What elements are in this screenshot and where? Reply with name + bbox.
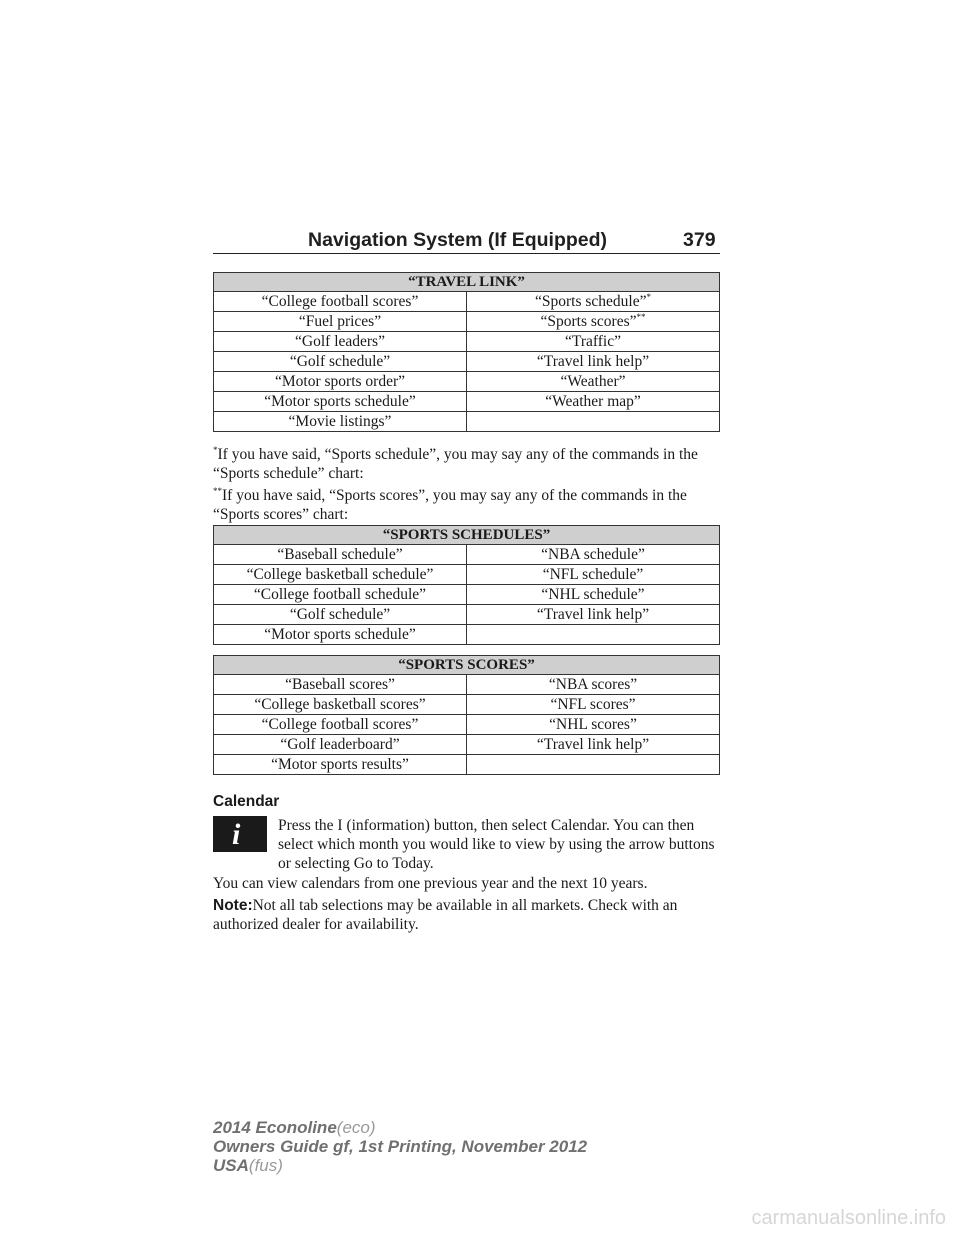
command-cell-left	[214, 412, 467, 432]
command-cell-left	[214, 292, 467, 312]
command-cell-left	[214, 332, 467, 352]
command-cell-right	[467, 292, 720, 312]
command-text: “Sports schedule”	[535, 293, 647, 310]
command-text: “Movie listings”	[288, 413, 392, 430]
command-text: “Baseball scores”	[285, 676, 395, 693]
command-cell-right	[467, 695, 720, 715]
command-cell-right	[467, 735, 720, 755]
info-icon-glyph: i	[232, 818, 241, 851]
command-text: “NFL schedule”	[542, 566, 644, 583]
table-title: “SPORTS SCORES”	[214, 656, 720, 675]
command-cell-left	[214, 352, 467, 372]
header-rule	[213, 253, 720, 254]
command-text: “College football schedule”	[253, 586, 427, 603]
command-cell-left	[214, 605, 467, 625]
table-row	[214, 332, 720, 352]
command-text: “NBA scores”	[548, 676, 638, 693]
footer-market: USA	[213, 1156, 249, 1175]
calendar-note	[213, 896, 723, 934]
command-cell-right	[467, 412, 720, 432]
calendar-heading: Calendar	[213, 793, 280, 810]
command-text: “Motor sports schedule”	[264, 626, 416, 643]
command-cell-right	[467, 312, 720, 332]
sports-schedules-table	[213, 525, 720, 645]
command-cell-left	[214, 392, 467, 412]
command-cell-right	[467, 565, 720, 585]
footnote-sports-schedule	[213, 445, 723, 483]
command-text: “Golf leaders”	[295, 333, 385, 350]
table-row	[214, 352, 720, 372]
command-text: “Motor sports schedule”	[264, 393, 416, 410]
command-cell-right	[467, 372, 720, 392]
command-cell-left	[214, 715, 467, 735]
footer-model: 2014 Econoline	[213, 1118, 337, 1137]
command-cell-right	[467, 625, 720, 645]
note-label: Note:	[213, 897, 253, 914]
table-row	[214, 715, 720, 735]
command-cell-left	[214, 312, 467, 332]
calendar-range-text: You can view calendars from one previous year and the next 10 years.	[213, 875, 648, 892]
table-row	[214, 695, 720, 715]
table-row	[214, 312, 720, 332]
command-text: “Baseball schedule”	[277, 546, 403, 563]
command-text: “Sports scores”	[540, 313, 637, 330]
command-cell-left	[214, 625, 467, 645]
footnote-sports-scores	[213, 486, 723, 524]
footnote-text: If you have said, “Sports scores”, you may say any of the commands in the “Sports scores” chart:	[213, 487, 687, 523]
footer-market-code: (fus)	[248, 1156, 283, 1175]
command-text: “Golf leaderboard”	[280, 736, 400, 753]
travel-link-table	[213, 272, 720, 432]
command-cell-right	[467, 605, 720, 625]
command-text: “College basketball schedule”	[246, 566, 434, 583]
command-cell-left	[214, 585, 467, 605]
command-text: “Weather”	[560, 373, 626, 390]
table-row	[214, 392, 720, 412]
table-row	[214, 412, 720, 432]
footnote-mark: *	[213, 445, 218, 455]
table-row	[214, 755, 720, 775]
note-text: Not all tab selections may be available in all markets. Check with an authorized dealer for availability.	[213, 897, 678, 933]
table-row	[214, 675, 720, 695]
command-text: “Traffic”	[565, 333, 621, 350]
footnote-mark: **	[213, 486, 222, 496]
watermark: carmanualsonline.info	[751, 1207, 946, 1229]
table-row	[214, 292, 720, 312]
sports-scores-table	[213, 655, 720, 775]
command-cell-left	[214, 695, 467, 715]
document-footer	[213, 1118, 587, 1175]
command-cell-left	[214, 675, 467, 695]
table-row	[214, 735, 720, 755]
page-title: Navigation System (If Equipped)	[308, 229, 608, 251]
command-cell-left	[214, 735, 467, 755]
table-row	[214, 605, 720, 625]
footnote-mark: *	[646, 292, 651, 302]
command-text: “NHL schedule”	[541, 586, 645, 603]
table-row	[214, 585, 720, 605]
table-row	[214, 625, 720, 645]
command-cell-left	[214, 372, 467, 392]
command-cell-right	[467, 755, 720, 775]
command-cell-left	[214, 545, 467, 565]
command-cell-right	[467, 675, 720, 695]
footer-edition: Owners Guide gf, 1st Printing, November 2012	[213, 1137, 588, 1156]
command-text: “Travel link help”	[536, 606, 650, 623]
command-text: “Fuel prices”	[298, 313, 382, 330]
table-row	[214, 372, 720, 392]
table-title: “TRAVEL LINK”	[214, 273, 720, 292]
table-row	[214, 545, 720, 565]
command-cell-left	[214, 755, 467, 775]
command-cell-right	[467, 332, 720, 352]
footnote-mark: **	[636, 312, 646, 322]
command-cell-right	[467, 392, 720, 412]
table-row	[214, 565, 720, 585]
info-icon	[213, 816, 267, 852]
calendar-instruction: Press the I (information) button, then select Calendar. You can then select which month you would like to view by using the arrow buttons or selecting Go to Today.	[278, 817, 715, 872]
page-number: 379	[683, 229, 716, 251]
command-text: “Motor sports results”	[271, 756, 409, 773]
footnote-text: If you have said, “Sports schedule”, you may say any of the commands in the “Sports schedule” chart:	[213, 446, 698, 482]
command-cell-right	[467, 545, 720, 565]
command-text: “NHL scores”	[549, 716, 637, 733]
command-text: “College basketball scores”	[254, 696, 426, 713]
command-text: “College football scores”	[261, 293, 419, 310]
command-cell-right	[467, 352, 720, 372]
command-text: “Travel link help”	[536, 353, 650, 370]
command-cell-left	[214, 565, 467, 585]
command-text: “NFL scores”	[550, 696, 636, 713]
command-text: “Travel link help”	[536, 736, 650, 753]
command-text: “College football scores”	[261, 716, 419, 733]
command-text: “Motor sports order”	[275, 373, 405, 390]
command-text: “Weather map”	[545, 393, 641, 410]
command-cell-right	[467, 585, 720, 605]
command-cell-right	[467, 715, 720, 735]
command-text: “Golf schedule”	[289, 353, 391, 370]
footer-model-code: (eco)	[336, 1118, 376, 1137]
command-text: “NBA schedule”	[541, 546, 645, 563]
command-text: “Golf schedule”	[289, 606, 391, 623]
table-title: “SPORTS SCHEDULES”	[214, 526, 720, 545]
